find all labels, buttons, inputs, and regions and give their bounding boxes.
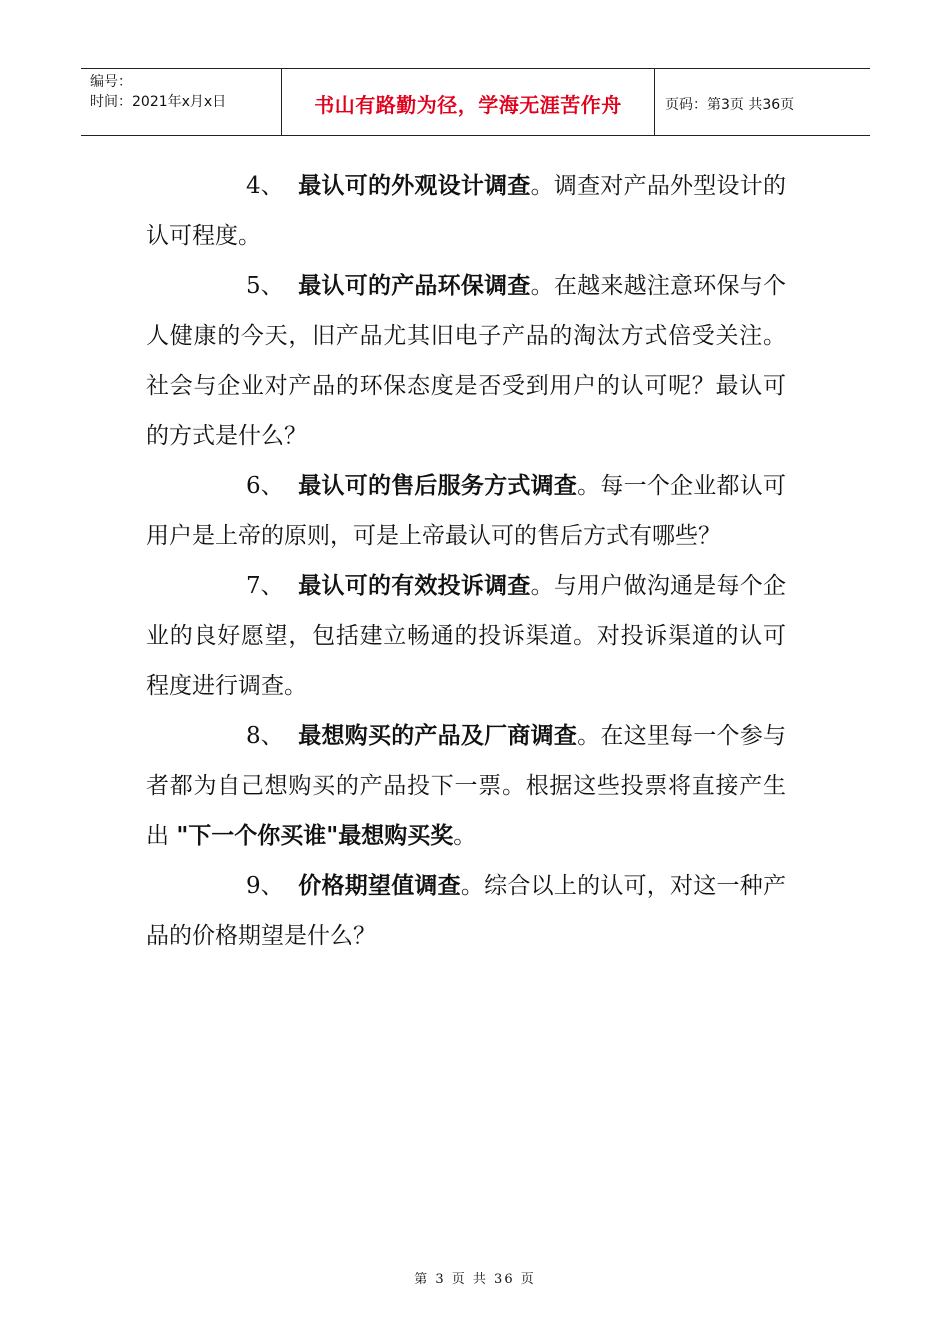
item-number: 8、 [246,723,284,749]
header-meta [81,69,282,135]
item-title: 最认可的产品环保调查 [298,273,531,299]
list-item [146,261,786,461]
item-number: 6、 [246,473,284,499]
item-tail: 。 [453,823,477,849]
item-number: 9、 [246,873,284,899]
item-title: 最认可的有效投诉调查 [298,573,531,599]
item-body: 。在这里每一个参与者都为自己想购买的产品投下一票。根据这些投票将直接产生出 [146,723,787,849]
page-header [81,68,870,136]
list-item [146,561,786,711]
header-motto: 书山有路勤为径，学海无涯苦作舟 [314,92,622,117]
item-body: 。每一个企业都认可用户是上帝的原则，可是上帝最认可的售后方式有哪些？ [146,473,787,549]
item-number: 5、 [246,273,284,299]
header-motto-cell [282,69,655,135]
document-body [146,161,786,961]
item-number: 7、 [246,573,284,599]
list-item [146,711,786,861]
page-footer [0,1268,950,1287]
item-body: 。与用户做沟通是每个企业的良好愿望，包括建立畅通的投诉渠道。对投诉渠道的认可程度进行调查。 [146,573,787,699]
header-page-info [655,71,870,137]
serial-number-label: 编号： [90,74,132,90]
item-title: 最认可的售后服务方式调查 [298,473,578,499]
page-info-text: 页码：第3页 共36页 [665,97,795,113]
item-body: 。在越来越注意环保与个人健康的今天，旧产品尤其旧电子产品的淘汰方式倍受关注。社会与企业对产品的环保态度是否受到用户的认可呢？最认可的方式是什么？ [146,273,787,449]
item-number: 4、 [246,173,284,199]
date-label: 时间：2021年x月x日 [90,94,227,110]
item-body: 。综合以上的认可，对这一种产品的价格期望是什么？ [146,873,787,949]
award-name: "下一个你买谁"最想购买奖 [176,823,454,849]
list-item [146,461,786,561]
item-title: 最想购买的产品及厂商调查 [298,723,578,749]
item-title: 最认可的外观设计调查 [298,173,531,199]
list-item [146,861,786,961]
item-body: 。调查对产品外型设计的认可程度。 [146,173,787,249]
footer-page-number: 第 3 页 共 36 页 [414,1272,536,1287]
list-item [146,161,786,261]
item-title: 价格期望值调查 [298,873,461,899]
